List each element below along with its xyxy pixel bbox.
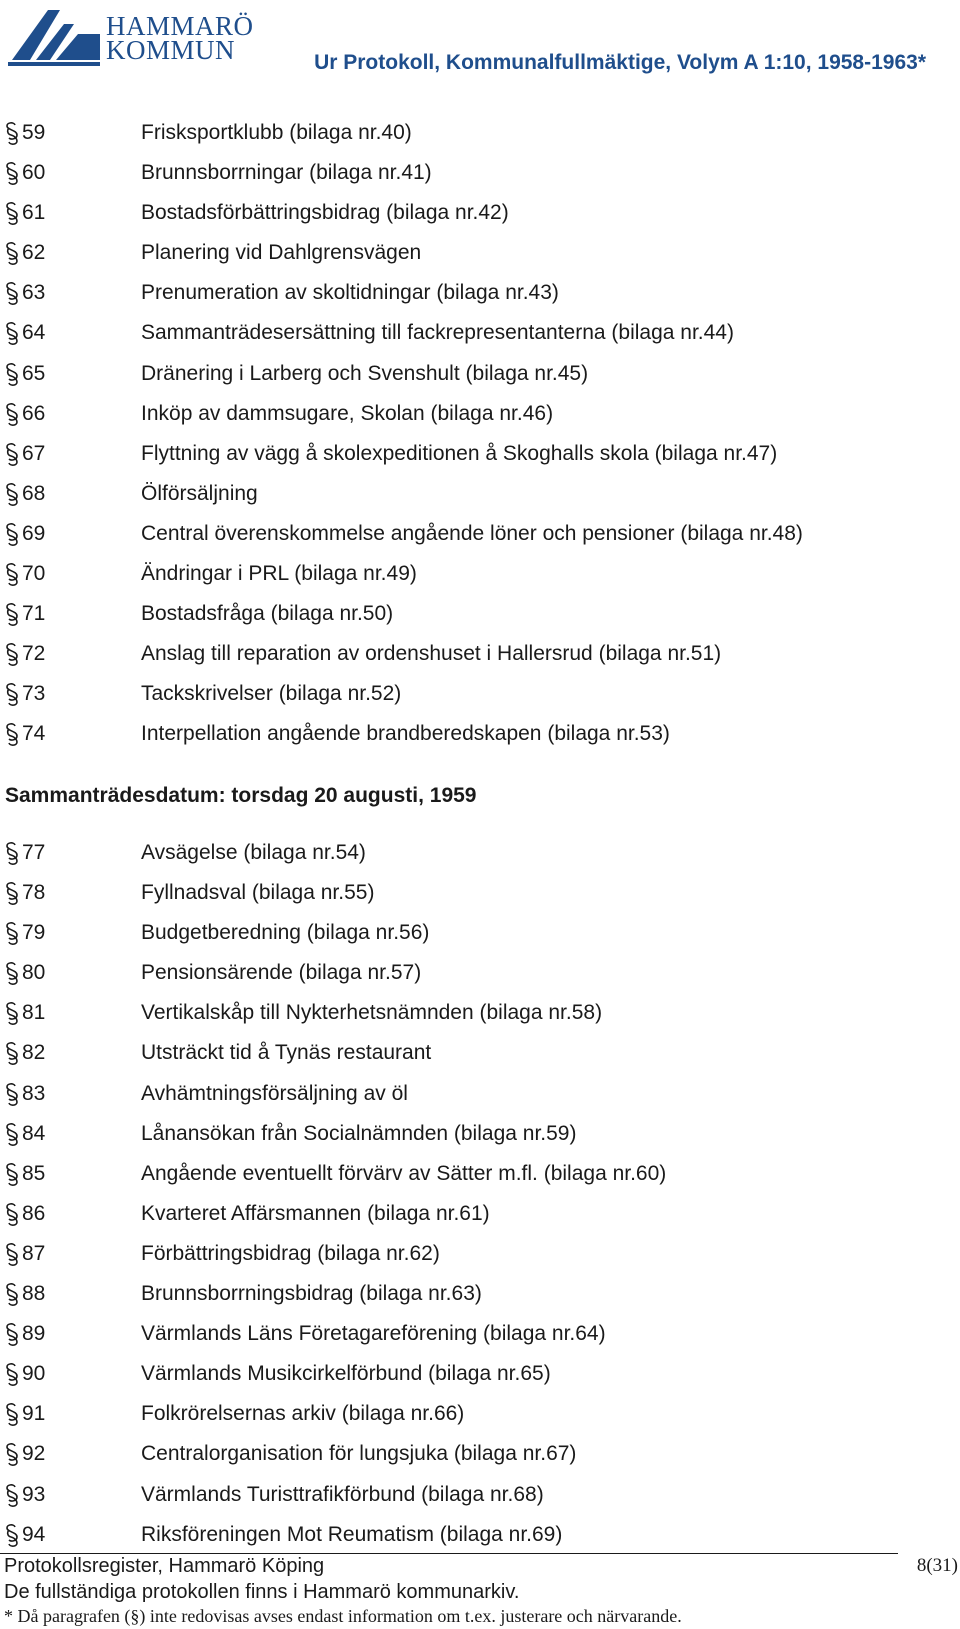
section-sign-icon — [2, 1480, 22, 1510]
list-item — [0, 713, 960, 753]
section-sign-icon — [2, 1439, 22, 1469]
paragraph-title: Central överenskommelse angående löner och pensioner (bilaga nr.48) — [141, 521, 803, 545]
paragraph-title: Ändringar i PRL (bilaga nr.49) — [141, 562, 417, 586]
section-sign-icon — [2, 599, 22, 629]
paragraph-number: 87 — [22, 1241, 46, 1265]
logo-wordmark — [106, 11, 254, 65]
paragraph-number: 71 — [22, 602, 46, 626]
paragraph-number: 77 — [22, 841, 46, 864]
list-item — [0, 1514, 960, 1554]
section-sign-icon — [2, 278, 22, 308]
paragraph-number: 78 — [22, 881, 46, 905]
paragraph-title: Avsägelse (bilaga nr.54) — [141, 841, 366, 864]
list-item — [0, 593, 960, 633]
paragraph-title: Tackskrivelser (bilaga nr.52) — [141, 682, 402, 706]
paragraph-number: 65 — [22, 361, 46, 385]
list-item — [0, 992, 960, 1032]
paragraph-title: Fyllnadsval (bilaga nr.55) — [141, 881, 375, 905]
paragraph-number: 59 — [22, 121, 46, 144]
paragraph-title: Budgetberedning (bilaga nr.56) — [141, 921, 430, 945]
paragraph-title: Bostadsförbättringsbidrag (bilaga nr.42) — [141, 201, 509, 225]
paragraph-title: Vertikalskåp till Nykterhetsnämnden (bilaga nr.58) — [141, 1001, 603, 1025]
paragraph-number: 64 — [22, 321, 46, 345]
list-item — [0, 912, 960, 952]
section-sign-icon — [2, 318, 22, 348]
section-sign-icon — [2, 1199, 22, 1229]
paragraph-number: 72 — [22, 642, 46, 666]
section-sign-icon — [2, 878, 22, 908]
section-sign-icon — [2, 519, 22, 549]
list-item — [0, 353, 960, 393]
footer-archive-note: De fullständiga protokollen finns i Hammarö kommunarkiv. — [4, 1581, 520, 1603]
paragraph-title: Frisksportklubb (bilaga nr.40) — [141, 121, 412, 144]
paragraph-number: 88 — [22, 1282, 46, 1306]
section-sign-icon — [2, 639, 22, 669]
section-sign-icon — [2, 479, 22, 509]
list-item — [0, 112, 960, 152]
list-item — [0, 952, 960, 992]
list-item — [0, 513, 960, 553]
section-sign-icon — [2, 679, 22, 709]
section-sign-icon — [2, 958, 22, 988]
list-item — [0, 872, 960, 912]
paragraph-number: 60 — [22, 161, 46, 185]
paragraph-title: Ölförsäljning — [141, 481, 258, 505]
section-sign-icon — [2, 439, 22, 469]
paragraph-title: Brunnsborrningsbidrag (bilaga nr.63) — [141, 1282, 482, 1306]
section-sign-icon — [2, 1038, 22, 1068]
list-item — [0, 1313, 960, 1353]
list-item — [0, 272, 960, 312]
list-item — [0, 1393, 960, 1433]
paragraph-title: Flyttning av vägg å skolexpeditionen å Skoghalls skola (bilaga nr.47) — [141, 441, 778, 465]
list-item — [0, 393, 960, 433]
paragraph-number: 69 — [22, 521, 46, 545]
list-item — [0, 673, 960, 713]
paragraph-title: Lånansökan från Socialnämnden (bilaga nr.59) — [141, 1121, 577, 1145]
paragraph-title: Värmlands Musikcirkelförbund (bilaga nr.65) — [141, 1362, 551, 1386]
section-sign-icon — [2, 158, 22, 188]
paragraph-number: 92 — [22, 1442, 46, 1466]
list-item — [0, 1113, 960, 1153]
section-sign-icon — [2, 1399, 22, 1429]
logo-mark-icon — [8, 4, 104, 68]
paragraph-number: 67 — [22, 441, 46, 465]
paragraph-number: 85 — [22, 1161, 46, 1185]
paragraph-number: 73 — [22, 682, 46, 706]
paragraph-number: 89 — [22, 1322, 46, 1346]
list-item — [0, 553, 960, 593]
list-item — [0, 312, 960, 352]
paragraph-title: Pensionsärende (bilaga nr.57) — [141, 961, 422, 985]
section-sign-icon — [2, 838, 22, 868]
section-sign-icon — [2, 1079, 22, 1109]
paragraph-number: 66 — [22, 401, 46, 425]
meeting-date-heading: Sammanträdesdatum: torsdag 20 augusti, 1959 — [5, 784, 477, 807]
hammaro-kommun-logo — [8, 4, 254, 72]
agenda-list-2 — [0, 832, 960, 1554]
paragraph-title: Avhämtningsförsäljning av öl — [141, 1081, 408, 1105]
section-sign-icon — [2, 238, 22, 268]
list-item — [0, 433, 960, 473]
document-title: Ur Protokoll, Kommunalfullmäktige, Volym A 1:10, 1958-1963* — [314, 51, 926, 74]
paragraph-title: Kvarteret Affärsmannen (bilaga nr.61) — [141, 1201, 490, 1225]
paragraph-title: Centralorganisation för lungsjuka (bilaga nr.67) — [141, 1442, 577, 1466]
paragraph-title: Sammanträdesersättning till fackrepresentanterna (bilaga nr.44) — [141, 321, 734, 345]
paragraph-number: 63 — [22, 281, 46, 305]
section-sign-icon — [2, 1279, 22, 1309]
list-item — [0, 1153, 960, 1193]
agenda-list-1 — [0, 112, 960, 754]
list-item — [0, 1233, 960, 1273]
paragraph-title: Bostadsfråga (bilaga nr.50) — [141, 602, 394, 626]
list-item — [0, 1474, 960, 1514]
section-sign-icon — [2, 1359, 22, 1389]
section-sign-icon — [2, 1239, 22, 1269]
paragraph-title: Utsträckt tid å Tynäs restaurant — [141, 1041, 432, 1065]
section-sign-icon — [2, 399, 22, 429]
section-sign-icon — [2, 198, 22, 228]
paragraph-number: 62 — [22, 241, 46, 265]
paragraph-number: 70 — [22, 562, 46, 586]
list-item — [0, 832, 960, 872]
paragraph-title: Förbättringsbidrag (bilaga nr.62) — [141, 1241, 440, 1265]
paragraph-number: 94 — [22, 1522, 46, 1546]
list-item — [0, 1433, 960, 1473]
section-sign-icon — [2, 1319, 22, 1349]
page-header — [0, 0, 960, 90]
list-item — [0, 473, 960, 513]
footer-paragraph-note: * Då paragrafen (§) inte redovisas avses endast information om t.ex. justerare och närvarande. — [4, 1606, 682, 1626]
paragraph-number: 74 — [22, 722, 46, 746]
list-item — [0, 633, 960, 673]
paragraph-number: 90 — [22, 1362, 46, 1386]
paragraph-title: Dränering i Larberg och Svenshult (bilaga nr.45) — [141, 361, 589, 385]
paragraph-number: 79 — [22, 921, 46, 945]
list-item — [0, 1073, 960, 1113]
list-item — [0, 1032, 960, 1072]
paragraph-number: 81 — [22, 1001, 46, 1025]
paragraph-title: Prenumeration av skoltidningar (bilaga nr.43) — [141, 281, 559, 305]
section-sign-icon — [2, 719, 22, 749]
section-sign-icon — [2, 359, 22, 389]
paragraph-number: 80 — [22, 961, 46, 985]
section-sign-icon — [2, 918, 22, 948]
page-number: 8(31) — [916, 1555, 958, 1576]
section-sign-icon — [2, 559, 22, 589]
paragraph-title: Angående eventuellt förvärv av Sätter m.fl. (bilaga nr.60) — [141, 1161, 667, 1185]
paragraph-title: Inköp av dammsugare, Skolan (bilaga nr.46) — [141, 401, 554, 425]
logo-line-2: KOMMUN — [106, 35, 236, 65]
paragraph-title: Folkrörelsernas arkiv (bilaga nr.66) — [141, 1402, 465, 1426]
logo-line-1: HAMMARÖ — [106, 11, 254, 41]
list-item — [0, 1273, 960, 1313]
list-item — [0, 1193, 960, 1233]
paragraph-number: 91 — [22, 1402, 46, 1426]
paragraph-number: 61 — [22, 201, 46, 225]
list-item — [0, 1353, 960, 1393]
paragraph-title: Brunnsborrningar (bilaga nr.41) — [141, 161, 432, 185]
list-item — [0, 192, 960, 232]
section-sign-icon — [2, 1520, 22, 1550]
paragraph-number: 82 — [22, 1041, 46, 1065]
paragraph-title: Värmlands Läns Företagareförening (bilaga nr.64) — [141, 1322, 606, 1346]
paragraph-title: Anslag till reparation av ordenshuset i Hallersrud (bilaga nr.51) — [141, 642, 722, 666]
paragraph-number: 84 — [22, 1121, 46, 1145]
list-item — [0, 232, 960, 272]
paragraph-title: Planering vid Dahlgrensvägen — [141, 241, 422, 265]
section-sign-icon — [2, 998, 22, 1028]
section-sign-icon — [2, 1159, 22, 1189]
section-sign-icon — [2, 1119, 22, 1149]
footer-register: Protokollsregister, Hammarö Köping — [4, 1555, 325, 1577]
paragraph-number: 93 — [22, 1482, 46, 1506]
section-sign-icon — [2, 118, 22, 148]
paragraph-title: Riksföreningen Mot Reumatism (bilaga nr.69) — [141, 1522, 563, 1546]
paragraph-title: Interpellation angående brandberedskapen (bilaga nr.53) — [141, 722, 670, 746]
paragraph-title: Värmlands Turisttrafikförbund (bilaga nr.68) — [141, 1482, 544, 1506]
list-item — [0, 152, 960, 192]
paragraph-number: 83 — [22, 1081, 46, 1105]
paragraph-number: 86 — [22, 1201, 46, 1225]
paragraph-number: 68 — [22, 481, 46, 505]
footer-divider — [0, 1553, 898, 1554]
